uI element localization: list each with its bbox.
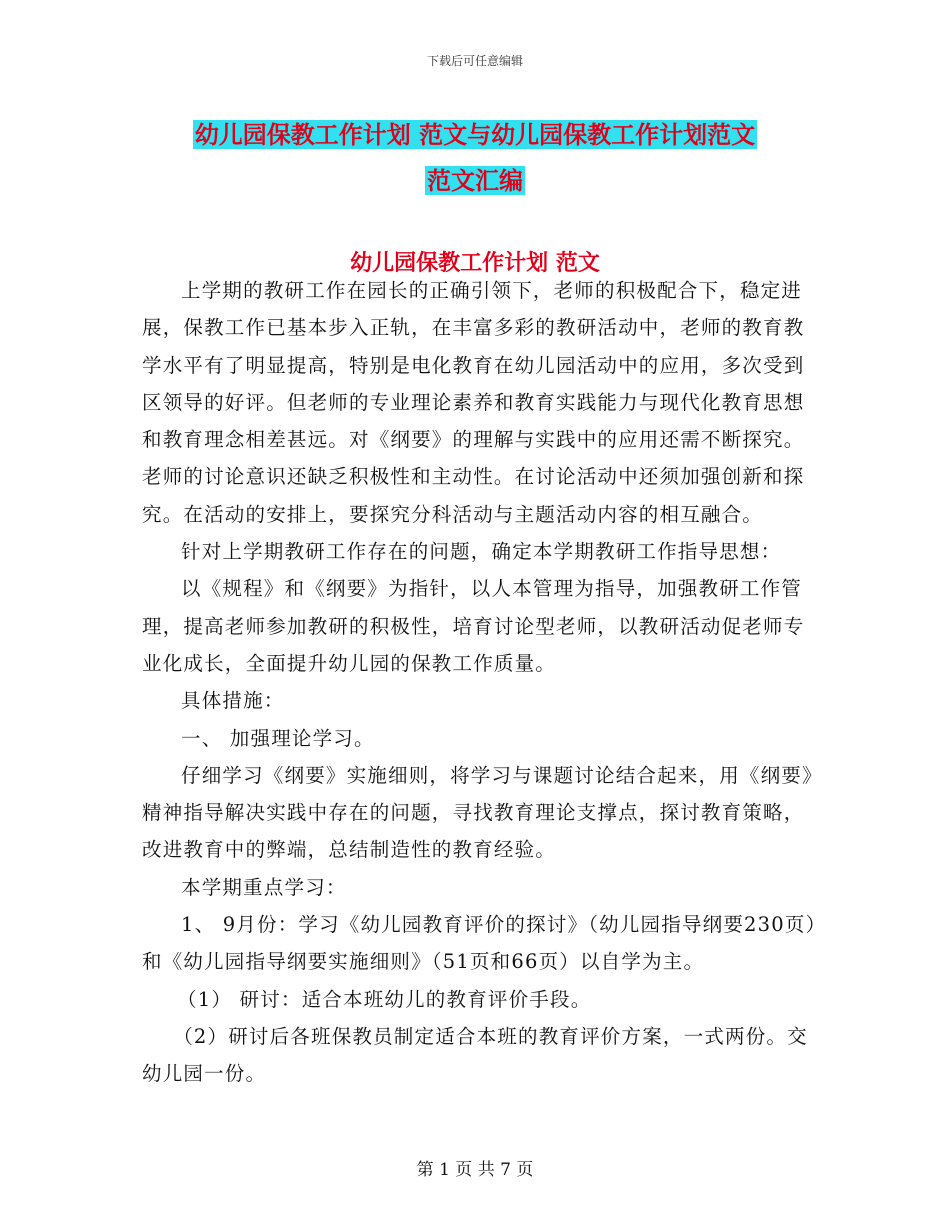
paragraph-key-study: 本学期重点学习： [181,875,347,899]
paragraph-sub-1: （1） 研讨：适合本班幼儿的教育评价手段。 [177,987,592,1011]
paragraph-item-1: 一、 加强理论学习。 [181,726,375,750]
paragraph-sub-2: （2）研讨后各班保教员制定适合本班的教育评价方案，一式两份。交幼儿园一份。 [142,1024,808,1086]
paragraph-guiding-idea: 以《规程》和《纲要》为指针，以人本管理为指导，加强教研工作管理，提高老师参加教研的积极性，培育讨论型老师，以教研活动促老师专业化成长，全面提升幼儿园的保教工作质量。 [142,577,805,675]
page-header-note: 下载后可任意编辑 [426,54,523,68]
document-title-line2: 范文汇编 [427,166,523,195]
document-body [142,272,822,1093]
paragraph-measures-heading: 具体措施： [181,689,285,713]
paragraph-study-detail: 仔细学习《纲要》实施细则，将学习与课题讨论结合起来，用《纲要》精神指导解决实践中存在的问题，寻找教育理论支撑点，探讨教育策略，改进教育中的弊端，总结制造性的教育经验。 [142,763,813,862]
document-title-line1: 幼儿园保教工作计划 范文与幼儿园保教工作计划范文 [194,120,756,149]
paragraph-september: 1、 9月份：学习《幼儿园教育评价的探讨》（幼儿园指导纲要230页）和《幼儿园指导纲要实施细则》（51页和66页）以自学为主。 [142,913,817,974]
section-title: 幼儿园保教工作计划 范文 [350,250,600,276]
document-title [0,112,950,204]
paragraph-intro: 上学期的教研工作在园长的正确引领下，老师的积极配合下，稳定进展，保教工作已基本步入正轨，在丰富多彩的教研活动中，老师的教育教学水平有了明显提高，特别是电化教育在幼儿园活动中的应用，多次受到区领导的好评。但老师的专业理论素养和教育实践能力与现代化教育思想和教育理念相差甚远。对《纲要》的理解与实践中的应用还需不断探究。老师的讨论意识还缺乏积极性和主动性。在讨论活动中还须加强创新和探究。在活动的安排上，要探究分科活动与主题活动内容的相互融合。 [142,279,805,526]
paragraph-problem: 针对上学期教研工作存在的问题，确定本学期教研工作指导思想： [181,540,782,564]
page-footer: 第 1 页 共 7 页 [416,1160,534,1180]
